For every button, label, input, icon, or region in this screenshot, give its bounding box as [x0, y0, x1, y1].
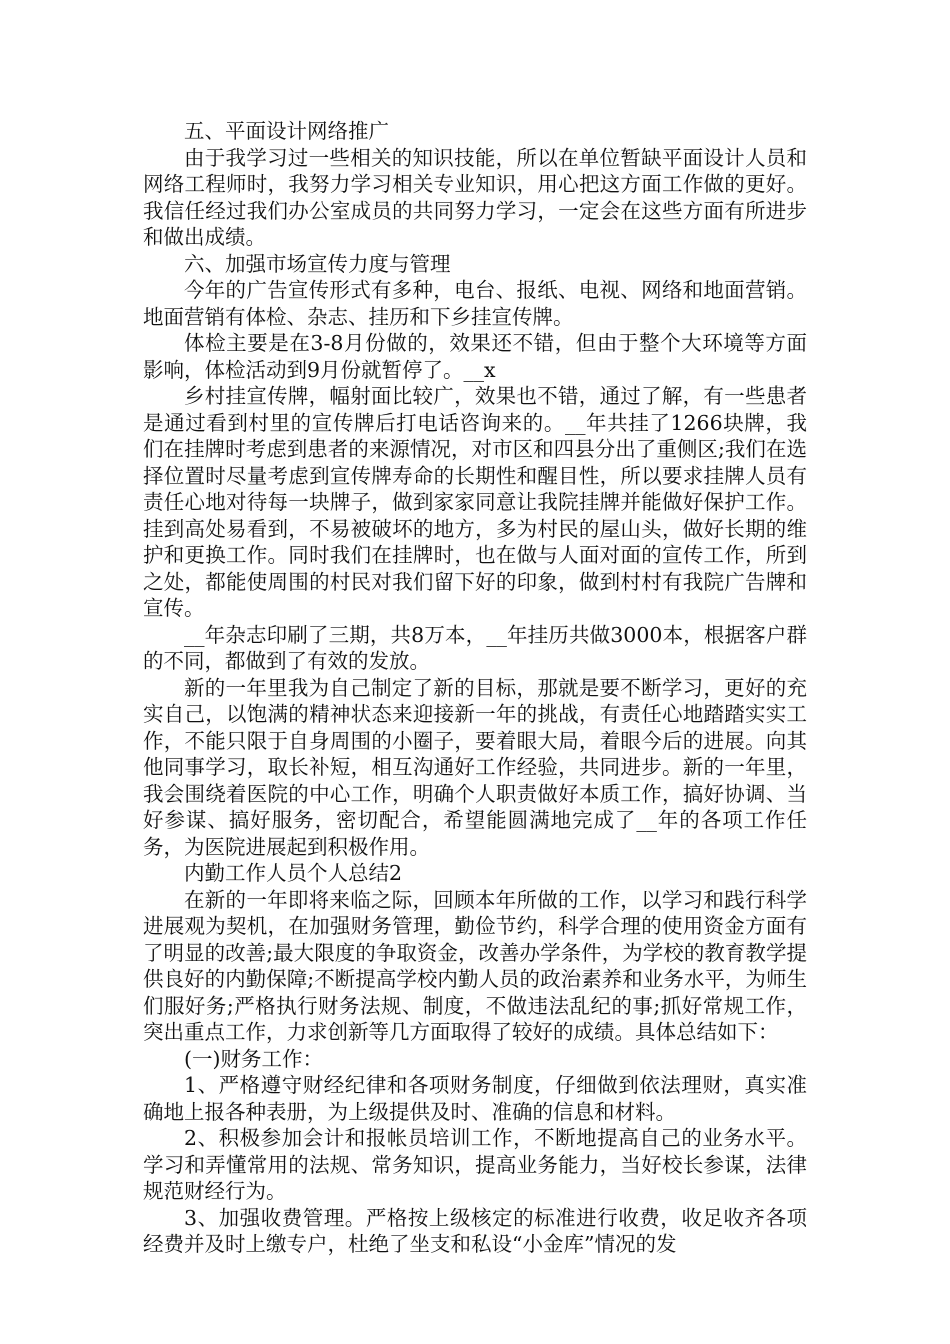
subheading-finance-work: (一)财务工作：	[184, 1046, 323, 1071]
section-heading-6: 六、加强市场宣传力度与管理	[184, 251, 451, 276]
paragraph-design-promotion: 由于我学习过一些相关的知识技能，所以在单位暂缺平面设计人员和网络工程师时，我努力学习相关专业知识，用心把这方面工作做的更好。我信任经过我们办公室成员的共同努力学习，一定会在这些方面有所进步和做出成绩。	[143, 145, 807, 249]
paragraph-ad-forms: 今年的广告宣传形式有多种，电台、报纸、电视、网络和地面营销。地面营销有体检、杂志、挂历和下乡挂宣传牌。	[143, 278, 807, 329]
paragraph-health-check: 体检主要是在3-8月份做的，效果还不错，但由于整个大环境等方面影响，体检活动到9月份就暂停了。__x	[143, 331, 807, 382]
list-item-3: 3、加强收费管理。严格按上级核定的标准进行收费，收足收齐各项经费并及时上缴专户，杜绝了坐支和私设“小金库”情况的发	[143, 1205, 807, 1256]
list-item-1: 1、严格遵守财经纪律和各项财务制度，仔细做到依法理财，真实准确地上报各种表册，为上级提供及时、准确的信息和材料。	[143, 1073, 807, 1124]
section-heading-5: 五、平面设计网络推广	[184, 119, 389, 143]
paragraph-new-year-goals: 新的一年里我为自己制定了新的目标，那就是要不断学习，更好的充实自己，以饱满的精神状态来迎接新一年的挑战，有责任心地踏踏实实工作，不能只限于自身周围的小圈子，要着眼大局，着眼今后的进展。向其他同事学习，取长补短，相互沟通好工作经验，共同进步。新的一年里，我会围绕着医院的中心工作，明确个人职责做好本质工作，搞好协调、当好参谋、搞好服务，密切配合，希望能圆满地完成了__年的各项工作任务，为医院进展起到积极作用。	[143, 675, 807, 859]
summary-title-2: 内勤工作人员个人总结2	[184, 861, 403, 885]
document-body	[143, 118, 807, 1258]
paragraph-summary-intro: 在新的一年即将来临之际，回顾本年所做的工作，以学习和践行科学进展观为契机，在加强财务管理，勤俭节约，科学合理的使用资金方面有了明显的改善;最大限度的争取资金，改善办学条件，为学校的教育教学提供良好的内勤保障;不断提高学校内勤人员的政治素养和业务水平，为师生们服好务;严格执行财务法规、制度，不做违法乱纪的事;抓好常规工作，突出重点工作，力求创新等几方面取得了较好的成绩。具体总结如下：	[143, 887, 807, 1044]
list-item-2: 2、积极参加会计和报帐员培训工作，不断地提高自己的业务水平。学习和弄懂常用的法规、常务知识，提高业务能力，当好校长参谋，法律规范财经行为。	[143, 1126, 807, 1203]
paragraph-village-signs: 乡村挂宣传牌，幅射面比较广，效果也不错，通过了解，有一些患者是通过看到村里的宣传牌后打电话咨询来的。__年共挂了1266块牌，我们在挂牌时考虑到患者的来源情况，对市区和四县分出了重侧区;我们在选择位置时尽量考虑到宣传牌寿命的长期性和醒目性，所以要求挂牌人员有责任心地对待每一块牌子，做到家家同意让我院挂牌并能做好保护工作。挂到高处易看到，不易被破坏的地方，多为村民的屋山头，做好长期的维护和更换工作。同时我们在挂牌时，也在做与人面对面的宣传工作，所到之处，都能使周围的村民对我们留下好的印象，做到村村有我院广告牌和宣传。	[143, 384, 807, 620]
paragraph-magazine-calendar: __年杂志印刷了三期，共8万本，__年挂历共做3000本，根据客户群的不同，都做到了有效的发放。	[143, 622, 807, 673]
